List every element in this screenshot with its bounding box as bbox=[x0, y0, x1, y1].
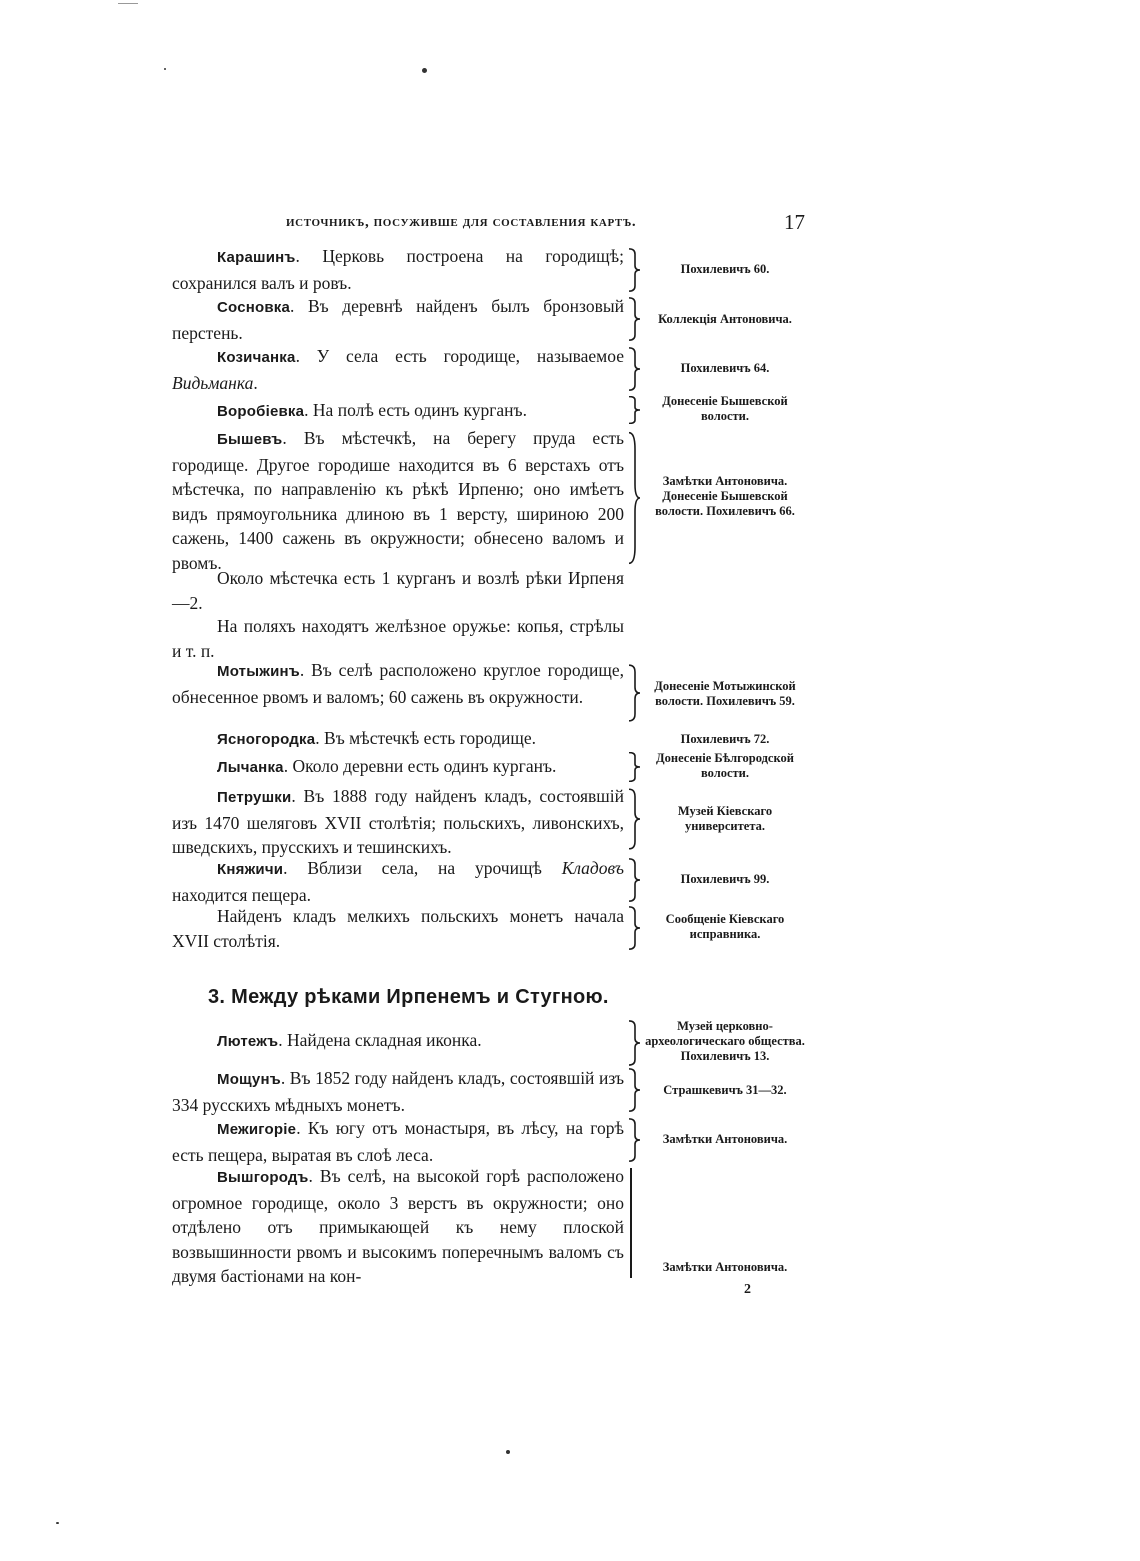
entry-text: . Къ югу отъ монастыря, въ лѣсу, на горѣ есть пещера, выратая въ слоѣ леса. bbox=[172, 1118, 624, 1165]
brace bbox=[627, 297, 641, 341]
place-name: Козичанка bbox=[217, 349, 296, 366]
source-note: Коллекція Антоновича. bbox=[658, 312, 792, 326]
entry-text: . У села есть городище, называемое bbox=[295, 346, 624, 366]
paragraph-weapons: На поляхъ находятъ желѣзное оружье: копья, стрѣлы и т. п. bbox=[172, 616, 624, 661]
entry-italic: Кладовъ bbox=[561, 858, 624, 878]
scan-speck bbox=[506, 1450, 510, 1454]
entry-text: . Вблизи села, на урочищѣ bbox=[283, 858, 562, 878]
brace bbox=[627, 1068, 641, 1112]
source-note: Музей Кіевскаго университета. bbox=[677, 804, 773, 833]
place-name: Воробіевка bbox=[217, 403, 305, 420]
entry-text: . На полѣ есть одинъ курганъ. bbox=[304, 400, 527, 420]
brace bbox=[627, 752, 641, 782]
entry-text: . Въ мѣстечкѣ есть городище. bbox=[315, 728, 536, 748]
entry-text: . Въ деревнѣ найденъ былъ бронзовый перстень. bbox=[172, 296, 624, 343]
place-name: Межигоріе bbox=[217, 1121, 297, 1138]
source-note: Замѣтки Антоновича. Донесеніе Бышевской волости. Похилевичъ 66. bbox=[655, 474, 795, 518]
source-note: Похилевичъ 99. bbox=[680, 872, 770, 886]
brace bbox=[627, 430, 641, 566]
entry-text: . Въ селѣ, на высокой горѣ расположено огромное городище, около 3 верстъ въ окружности; оно отдѣлено отъ примыкающей къ нему плоской возвышинности рвомъ и высокимъ поперечнымъ валомъ съ двумя бастіонами на кон- bbox=[172, 1166, 624, 1286]
entry-lyutezh bbox=[172, 1028, 624, 1055]
entry-byshev bbox=[172, 426, 624, 575]
entry-text-end: находится пещера. bbox=[172, 884, 312, 905]
entry-text: . Въ 1852 году найденъ кладъ, состоявшій изъ 334 русскихъ мѣдныхъ монетъ. bbox=[172, 1068, 624, 1115]
place-name: Сосновка bbox=[217, 299, 291, 316]
place-name: Бышевъ bbox=[217, 431, 283, 448]
source-note: Похилевичъ 64. bbox=[680, 361, 770, 375]
scan-speck bbox=[56, 1522, 59, 1524]
entry-text: . Найдена складная иконка. bbox=[278, 1030, 482, 1050]
entry-lychanka bbox=[172, 754, 624, 781]
entry-text-end: . bbox=[253, 372, 258, 393]
source-note: Похилевичъ 60. bbox=[680, 262, 770, 276]
brace bbox=[627, 664, 641, 722]
entry-knyazhichi bbox=[172, 856, 624, 907]
scan-speck bbox=[422, 68, 427, 73]
entry-text: . Около деревни есть одинъ курганъ. bbox=[283, 756, 557, 776]
running-title: источникъ, посуживше для составления картъ. bbox=[286, 214, 637, 230]
entry-motyzhin bbox=[172, 658, 624, 709]
source-note: Донесеніе Мотыжинской волости. Похилевичъ 59. bbox=[654, 679, 796, 708]
scan-mark bbox=[118, 3, 138, 4]
brace bbox=[627, 858, 641, 902]
page-number: 17 bbox=[784, 210, 805, 234]
brace bbox=[627, 396, 641, 424]
entry-sosnovka bbox=[172, 294, 624, 345]
section-heading: 3. Между рѣками Ирпенемъ и Стугною. bbox=[208, 986, 609, 1008]
entry-kozichanka bbox=[172, 344, 624, 395]
source-note: Страшкевичъ 31—32. bbox=[663, 1083, 787, 1097]
scan-speck bbox=[164, 68, 166, 70]
brace bbox=[627, 1118, 641, 1162]
entry-moshchun bbox=[172, 1066, 624, 1117]
entry-text: . Въ 1888 году найденъ кладъ, состоявшій изъ 1470 шеляговъ XVII столѣтія; польскихъ, ливонскихъ, шведскихъ, прусскихъ и тешинскихъ. bbox=[172, 786, 624, 857]
place-name: Мощунъ bbox=[217, 1071, 281, 1088]
entry-text: . Церковь построена на городищѣ; сохранился валъ и ровъ. bbox=[172, 246, 624, 293]
place-name: Ясногородка bbox=[217, 731, 316, 748]
brace bbox=[627, 906, 641, 950]
brace bbox=[627, 788, 641, 850]
entry-text: . Въ селѣ расположено круглое городище, обнесенное рвомъ и валомъ; 60 сажень въ окружности. bbox=[172, 660, 624, 707]
entry-mezhigorie bbox=[172, 1116, 624, 1167]
paragraph-treasure: Найденъ кладъ мелкихъ польскихъ монетъ начала XVII столѣтія. bbox=[172, 906, 624, 951]
place-name: Лютежъ bbox=[217, 1033, 279, 1050]
place-name: Княжичи bbox=[217, 861, 284, 878]
entry-yasnogorodka bbox=[172, 726, 624, 753]
source-note: Сообщеніе Кіевскаго исправника. bbox=[665, 912, 785, 941]
source-note: Музей церковно-археологическаго общества. Похилевичъ 13. bbox=[645, 1019, 805, 1063]
entry-karashin bbox=[172, 244, 624, 295]
brace-line bbox=[630, 1168, 632, 1278]
place-name: Мотыжинъ bbox=[217, 663, 300, 680]
place-name: Карашинъ bbox=[217, 249, 296, 266]
entry-vyshgorod bbox=[172, 1164, 624, 1289]
entry-text: . Въ мѣстечкѣ, на берегу пруда есть городище. Другое городише находится въ 6 верстахъ отъ мѣстечка, по направленію къ рѣкѣ Ирпеню; оно имѣетъ видъ прямоугольника длиною въ 1 версту, шириною 200 сажень, 1400 сажень въ окружности; обнесено валомъ и рвомъ. bbox=[172, 428, 624, 573]
brace bbox=[627, 347, 641, 391]
entry-petrushki bbox=[172, 784, 624, 860]
source-note: Похилевичъ 72. bbox=[680, 732, 770, 746]
place-name: Вышгородъ bbox=[217, 1169, 309, 1186]
place-name: Лычанка bbox=[217, 759, 284, 776]
source-note: Донесеніе Бѣлгородской волости. bbox=[656, 751, 794, 780]
place-name: Петрушки bbox=[217, 789, 292, 806]
source-note: Донесеніе Бышевской волости. bbox=[662, 394, 788, 423]
source-note: Замѣтки Антоновича. bbox=[662, 1132, 788, 1146]
paragraph-kurgans: Около мѣстечка есть 1 курганъ и возлѣ рѣки Ирпеня—2. bbox=[172, 568, 624, 613]
brace bbox=[627, 248, 641, 292]
entry-italic: Видьманка bbox=[172, 372, 254, 393]
source-note: Замѣтки Антоновича. bbox=[662, 1260, 788, 1274]
signature-mark: 2 bbox=[744, 1282, 751, 1297]
entry-vorobievka bbox=[172, 398, 624, 425]
brace bbox=[627, 1020, 641, 1066]
